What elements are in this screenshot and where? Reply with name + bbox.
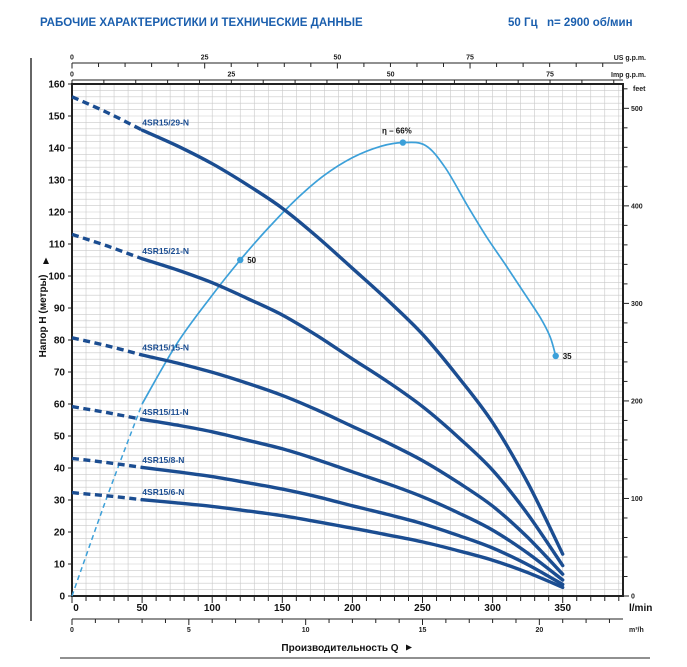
frequency-label: 50 Гц	[508, 17, 538, 29]
lmin-tick-label: 100	[203, 603, 221, 614]
lmin-axis	[72, 596, 619, 603]
head-tick-label: 40	[53, 463, 65, 475]
feet-tick-label: 0	[631, 593, 635, 601]
page-title: РАБОЧИЕ ХАРАКТЕРИСТИКИ И ТЕХНИЧЕСКИЕ ДАННЫЕ	[40, 17, 363, 29]
efficiency-marker-dot	[400, 139, 406, 145]
head-tick-label: 140	[48, 143, 65, 155]
pump-curve-dashed	[72, 234, 142, 258]
x-axis-title: Производительность Q	[281, 643, 399, 654]
head-tick-label: 50	[53, 431, 65, 443]
head-tick-label: 30	[53, 495, 65, 507]
head-tick-label: 10	[53, 559, 65, 571]
efficiency-marker-label: 50	[247, 256, 257, 265]
head-tick-label: 20	[53, 527, 65, 539]
feet-tick-label: 100	[631, 495, 643, 503]
lmin-tick-label: 250	[414, 603, 431, 614]
imp-gpm-tick-label: 50	[386, 71, 395, 79]
lmin-tick-label: 350	[554, 603, 572, 614]
lmin-tick-label: 0	[73, 603, 79, 614]
x-axis-arrow-icon	[406, 645, 412, 651]
m3h-tick-label: 0	[70, 627, 74, 634]
head-tick-label: 130	[48, 175, 65, 187]
m3h-axis	[72, 619, 623, 625]
lmin-tick-label: 50	[136, 603, 148, 614]
lmin-tick-label: 200	[344, 603, 361, 614]
lmin-unit-label: l/min	[629, 603, 653, 614]
chart-canvas	[48, 55, 642, 635]
lmin-tick-label: 150	[273, 603, 291, 614]
lmin-tick-label: 300	[484, 603, 501, 614]
m3h-unit-label: m³/h	[629, 627, 644, 634]
pump-curve-label: 4SR15/11-N	[142, 406, 189, 417]
pump-curve-label: 4SR15/15-N	[142, 342, 190, 353]
imp-gpm-tick-label: 0	[70, 71, 74, 79]
imp-gpm-tick-label: 25	[227, 71, 236, 79]
m3h-tick-label: 5	[186, 627, 191, 634]
head-tick-label: 80	[53, 335, 65, 347]
m3h-tick-label: 10	[301, 627, 310, 634]
pump-curve-dashed	[72, 407, 142, 420]
head-tick-label: 100	[48, 271, 65, 283]
efficiency-marker-label: η – 66%	[381, 126, 412, 136]
us-gpm-tick-label: 25	[200, 54, 209, 62]
pump-curve-label: 4SR15/6-N	[142, 487, 185, 498]
feet-tick-label: 500	[631, 105, 643, 113]
us-gpm-axis	[72, 63, 623, 69]
us-gpm-tick-label: 75	[466, 54, 474, 62]
us-gpm-tick-label: 0	[70, 54, 74, 62]
us-gpm-tick-label: 50	[333, 54, 342, 62]
head-tick-label: 0	[59, 591, 65, 603]
efficiency-curve	[142, 142, 556, 404]
feet-tick-label: 400	[631, 203, 643, 211]
us-gpm-unit-label: US g.p.m.	[613, 55, 646, 62]
pump-curve-label: 4SR15/8-N	[142, 454, 185, 465]
pump-curve-label: 4SR15/21-N	[142, 246, 190, 257]
pump-curve-dashed	[72, 458, 142, 467]
feet-tick-label: 200	[631, 398, 643, 406]
imp-gpm-tick-label: 75	[546, 71, 554, 79]
m3h-tick-label: 20	[535, 627, 544, 634]
efficiency-marker-dot	[553, 353, 559, 359]
y-axis-arrow-icon	[43, 258, 49, 265]
head-tick-label: 90	[53, 303, 65, 315]
speed-label: n= 2900 об/мин	[547, 17, 633, 29]
head-tick-label: 150	[48, 111, 65, 123]
efficiency-marker-label: 35	[562, 352, 572, 361]
y-axis-title: Напор H (метры)	[38, 274, 49, 358]
head-tick-label: 120	[48, 207, 65, 219]
head-tick-label: 110	[48, 239, 65, 251]
efficiency-marker-dot	[237, 257, 243, 263]
m3h-tick-label: 15	[418, 627, 427, 634]
head-tick-label: 160	[48, 79, 65, 91]
head-tick-label: 60	[53, 399, 65, 411]
feet-tick-label: 300	[631, 300, 643, 308]
pump-curve-dashed	[72, 97, 142, 130]
feet-unit-label: feet	[633, 86, 646, 93]
y-axis-title-group	[38, 275, 49, 358]
pump-curve-label: 4SR15/29-N	[142, 117, 190, 128]
imp-gpm-unit-label: Imp g.p.m.	[611, 72, 646, 79]
head-tick-label: 70	[53, 367, 65, 379]
